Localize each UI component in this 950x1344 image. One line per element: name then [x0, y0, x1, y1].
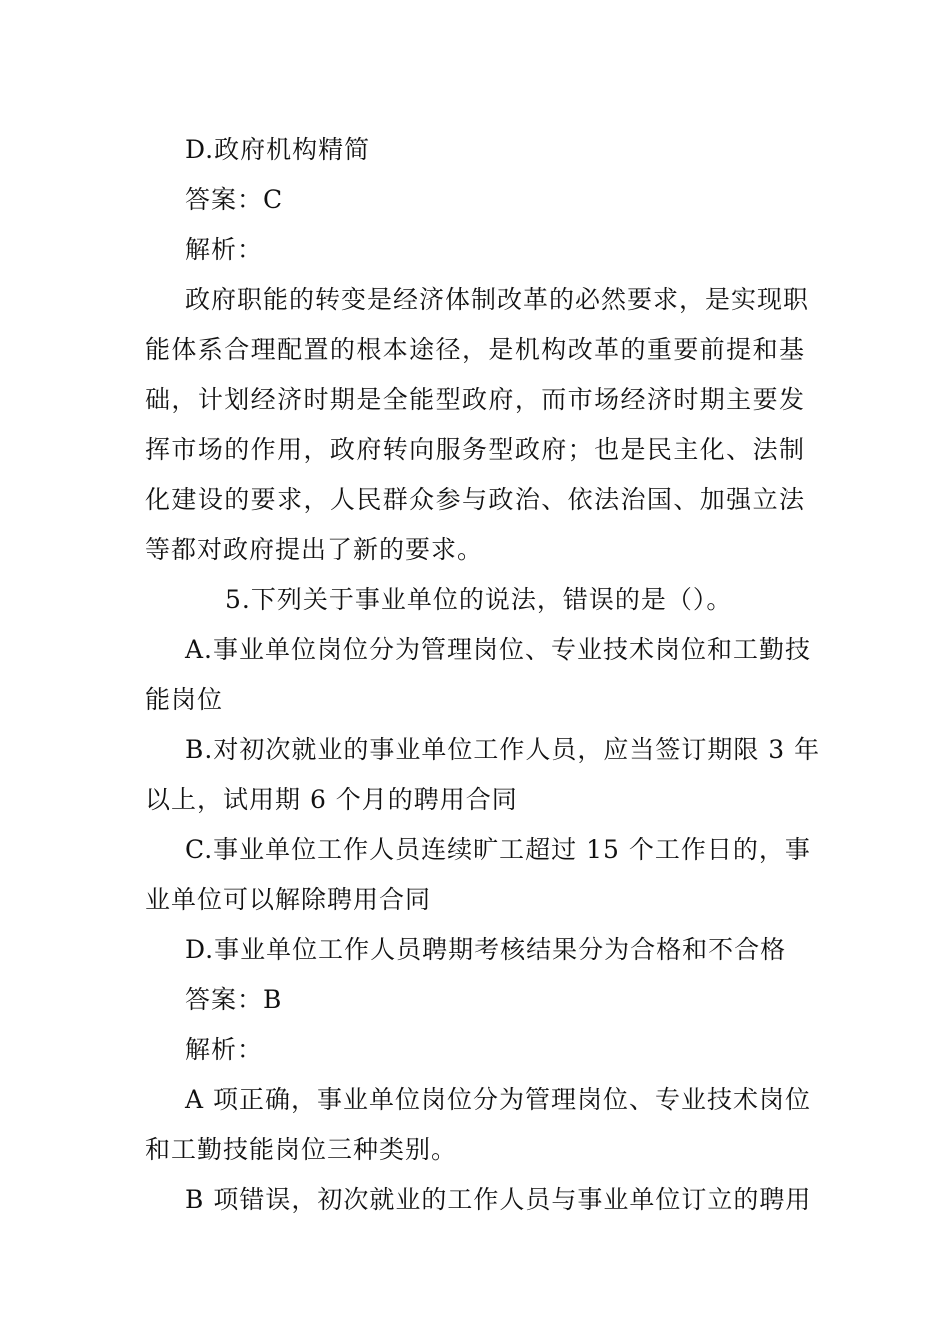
question-stem: 5.下列关于事业单位的说法，错误的是（）。: [225, 585, 733, 614]
option-c: C.事业单位工作人员连续旷工超过 15 个工作日的，事: [185, 835, 811, 864]
option-c-cont: 业单位可以解除聘用合同: [145, 885, 432, 914]
prev-answer: 答案：C: [185, 185, 284, 214]
prev-analysis-label: 解析：: [185, 235, 264, 264]
prev-analysis-line: 化建设的要求，人民群众参与政治、依法治国、加强立法: [145, 485, 805, 514]
option-b: B.对初次就业的事业单位工作人员，应当签订期限 3 年: [185, 735, 821, 764]
prev-analysis-line: 等都对政府提出了新的要求。: [145, 535, 484, 564]
analysis-a-cont: 和工勤技能岗位三种类别。: [145, 1135, 458, 1164]
prev-analysis-line: 挥市场的作用，政府转向服务型政府；也是民主化、法制: [145, 435, 805, 464]
analysis-label: 解析：: [185, 1035, 264, 1064]
analysis-a: A 项正确，事业单位岗位分为管理岗位、专业技术岗位: [185, 1085, 812, 1114]
option-a-cont: 能岗位: [145, 685, 224, 714]
answer: 答案：B: [185, 985, 283, 1014]
prev-analysis-line: 础，计划经济时期是全能型政府，而市场经济时期主要发: [145, 385, 805, 414]
option-d: D.事业单位工作人员聘期考核结果分为合格和不合格: [185, 935, 787, 964]
prev-analysis-line: 能体系合理配置的根本途径，是机构改革的重要前提和基: [145, 335, 805, 364]
prev-analysis-line: 政府职能的转变是经济体制改革的必然要求，是实现职: [185, 285, 810, 314]
analysis-b: B 项错误，初次就业的工作人员与事业单位订立的聘用: [185, 1185, 812, 1214]
option-b-cont: 以上，试用期 6 个月的聘用合同: [145, 785, 518, 814]
option-a: A.事业单位岗位分为管理岗位、专业技术岗位和工勤技: [185, 635, 812, 664]
prev-option-d: D.政府机构精简: [185, 135, 371, 164]
